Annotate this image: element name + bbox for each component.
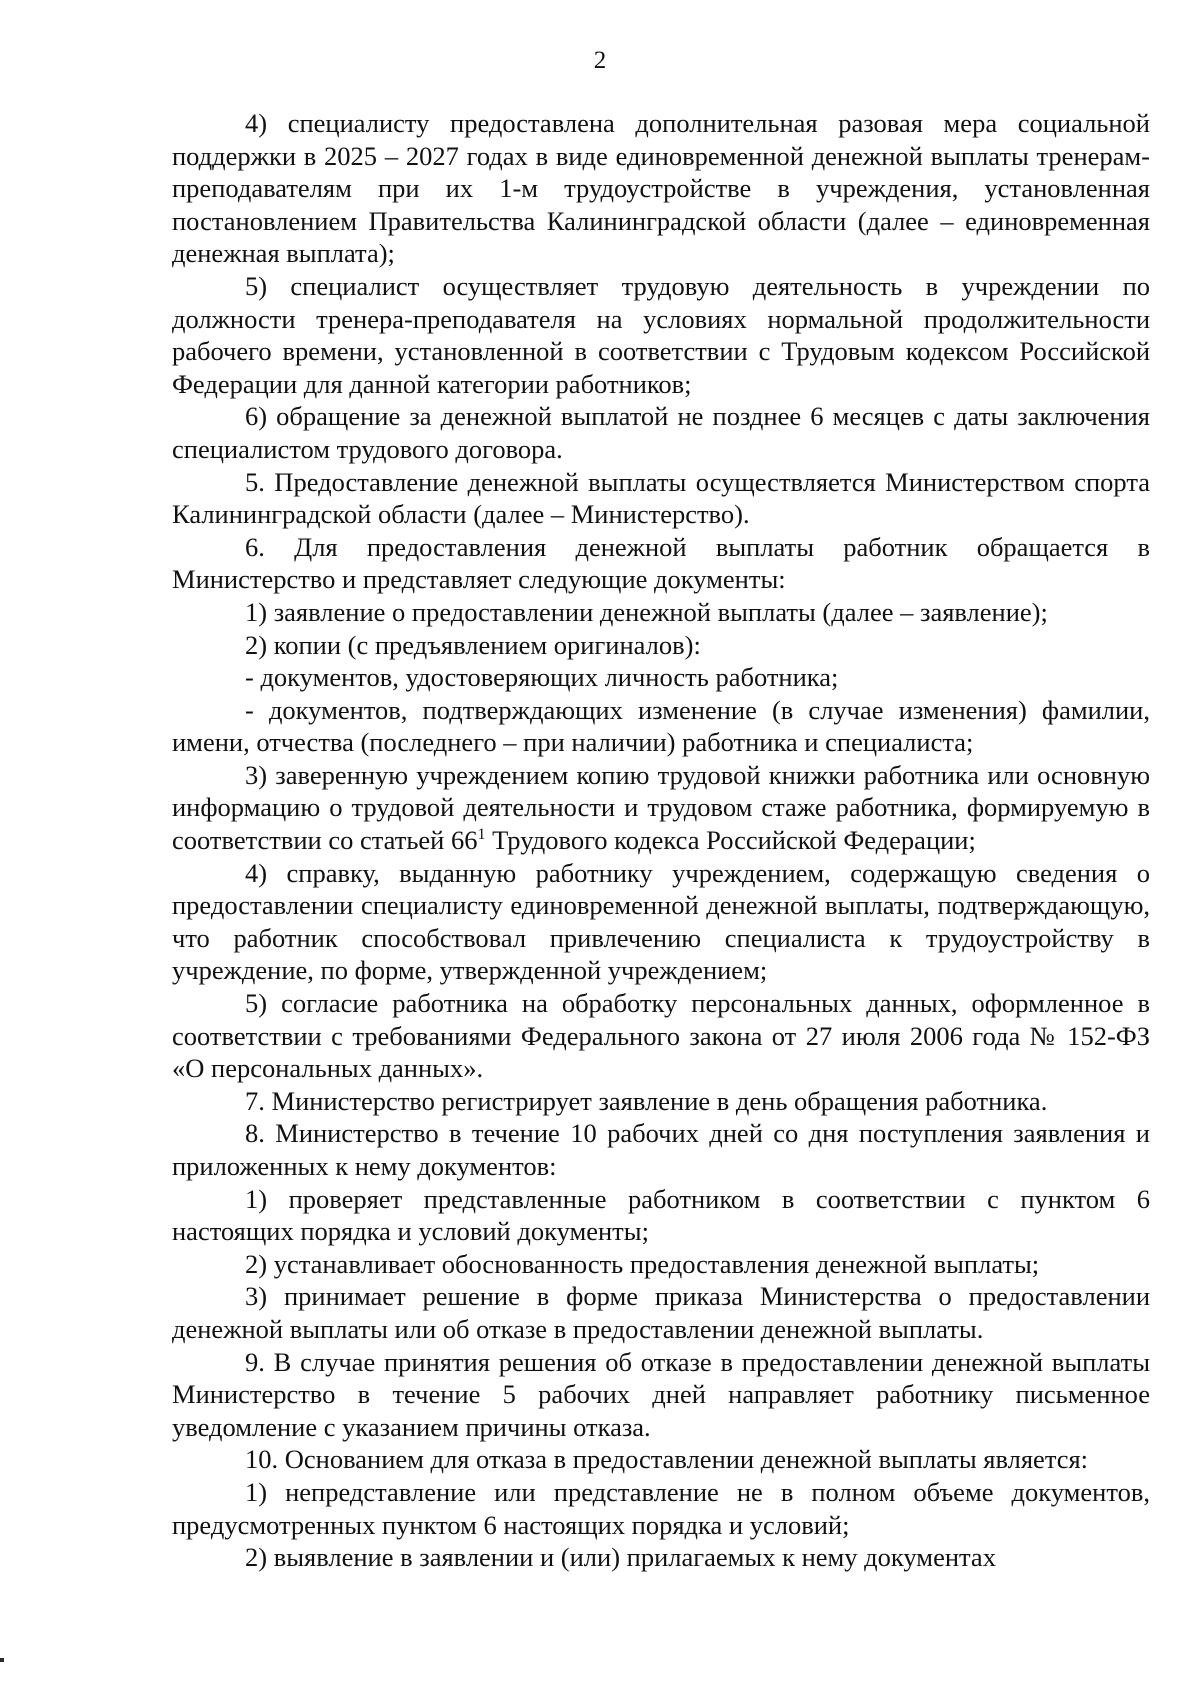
paragraph-5-specialist-employment: 5) специалист осуществляет трудовую деятельность в учреждении по должности тренера-преподавателя на условиях нормальной продолжительности рабочего времени, установленной в соответствии с Трудовым кодексом Российской Федерации для данной категории работников;	[172, 270, 1150, 399]
paragraph-6-application-deadline: 6) обращение за денежной выплатой не позднее 6 месяцев с даты заключения специалистом трудового договора.	[172, 401, 1150, 464]
list-item-decision: 3) принимает решение в форме приказа Министерства о предоставлении денежной выплаты или об отказе в предоставлении денежной выплаты.	[172, 1281, 1150, 1344]
clause-5-ministry: 5. Предоставление денежной выплаты осуществляется Министерством спорта Калининградской области (далее – Министерство).	[172, 466, 1150, 530]
list-item-personal-data-consent: 5) согласие работника на обработку персональных данных, оформленное в соответствии с требованиями Федерального закона от 27 июля 2006 года № 152-ФЗ «О персональных данных».	[172, 988, 1150, 1084]
clause-10-refusal-grounds: 10. Основанием для отказа в предоставлении денежной выплаты является:	[245, 1444, 1089, 1475]
list-item-incomplete-documents: 1) непредставление или представление не в полном объеме документов, предусмотренных пунктом 6 настоящих порядка и условий;	[172, 1476, 1150, 1540]
document-body	[172, 107, 1150, 1574]
list-item-name-change-docs: - документов, подтверждающих изменение (в случае изменения) фамилии, имени, отчества (последнего – при наличии) работника и специалиста;	[172, 694, 1150, 758]
clause-8-review: 8. Министерство в течение 10 рабочих дней со дня поступления заявления и приложенных к нему документов:	[172, 1118, 1150, 1181]
paragraph-4-specialist-payment: 4) специалисту предоставлена дополнительная разовая мера социальной поддержки в 2025 – 2027 годах в виде единовременной денежной выплаты тренерам-преподавателям при их 1-м трудоустройстве в учреждения, установленная постановлением Правительства Калининградской области (далее – единовременная денежная выплата);	[172, 108, 1150, 269]
list-item-identity-docs: - документов, удостоверяющих личность работника;	[245, 662, 839, 693]
employment-record-text: 3) заверенную учреждением копию трудовой книжки работника или основную информацию о трудовой деятельности и трудовом стаже работника, формируемую в соответствии со статьей 66	[172, 759, 1150, 856]
list-item-application: 1) заявление о предоставлении денежной выплаты (далее – заявление);	[245, 596, 1048, 627]
page-number: 2	[593, 47, 607, 74]
scan-artifact-mark	[0, 1658, 4, 1662]
list-item-copies: 2) копии (с предъявлением оригиналов):	[245, 629, 701, 660]
list-item-checks-documents: 1) проверяет представленные работником в соответствии с пунктом 6 настоящих порядка и условий документы;	[172, 1183, 1150, 1247]
clause-9-refusal-notice: 9. В случае принятия решения об отказе в предоставлении денежной выплаты Министерство в течение 5 рабочих дней направляет работнику письменное уведомление с указанием причины отказа.	[172, 1346, 1150, 1442]
list-item-detection: 2) выявление в заявлении и (или) прилагаемых к нему документах	[245, 1542, 996, 1573]
list-item-employment-record	[172, 759, 1150, 857]
clause-6-documents: 6. Для предоставления денежной выплаты работник обращается в Министерство и представляет следующие документы:	[172, 531, 1150, 595]
list-item-establishes-validity: 2) устанавливает обоснованность предоставления денежной выплаты;	[245, 1248, 1040, 1279]
article-superscript: 1	[477, 826, 486, 844]
employment-record-text-after: Трудового кодекса Российской Федерации;	[485, 825, 976, 856]
list-item-certificate: 4) справку, выданную работнику учреждением, содержащую сведения о предоставлении специалисту единовременной денежной выплаты, подтверждающую, что работник способствовал привлечению специалиста к трудоустройству в учреждение, по форме, утвержденной учреждением;	[172, 857, 1150, 986]
clause-7-registration: 7. Министерство регистрирует заявление в день обращения работника.	[245, 1085, 1048, 1116]
